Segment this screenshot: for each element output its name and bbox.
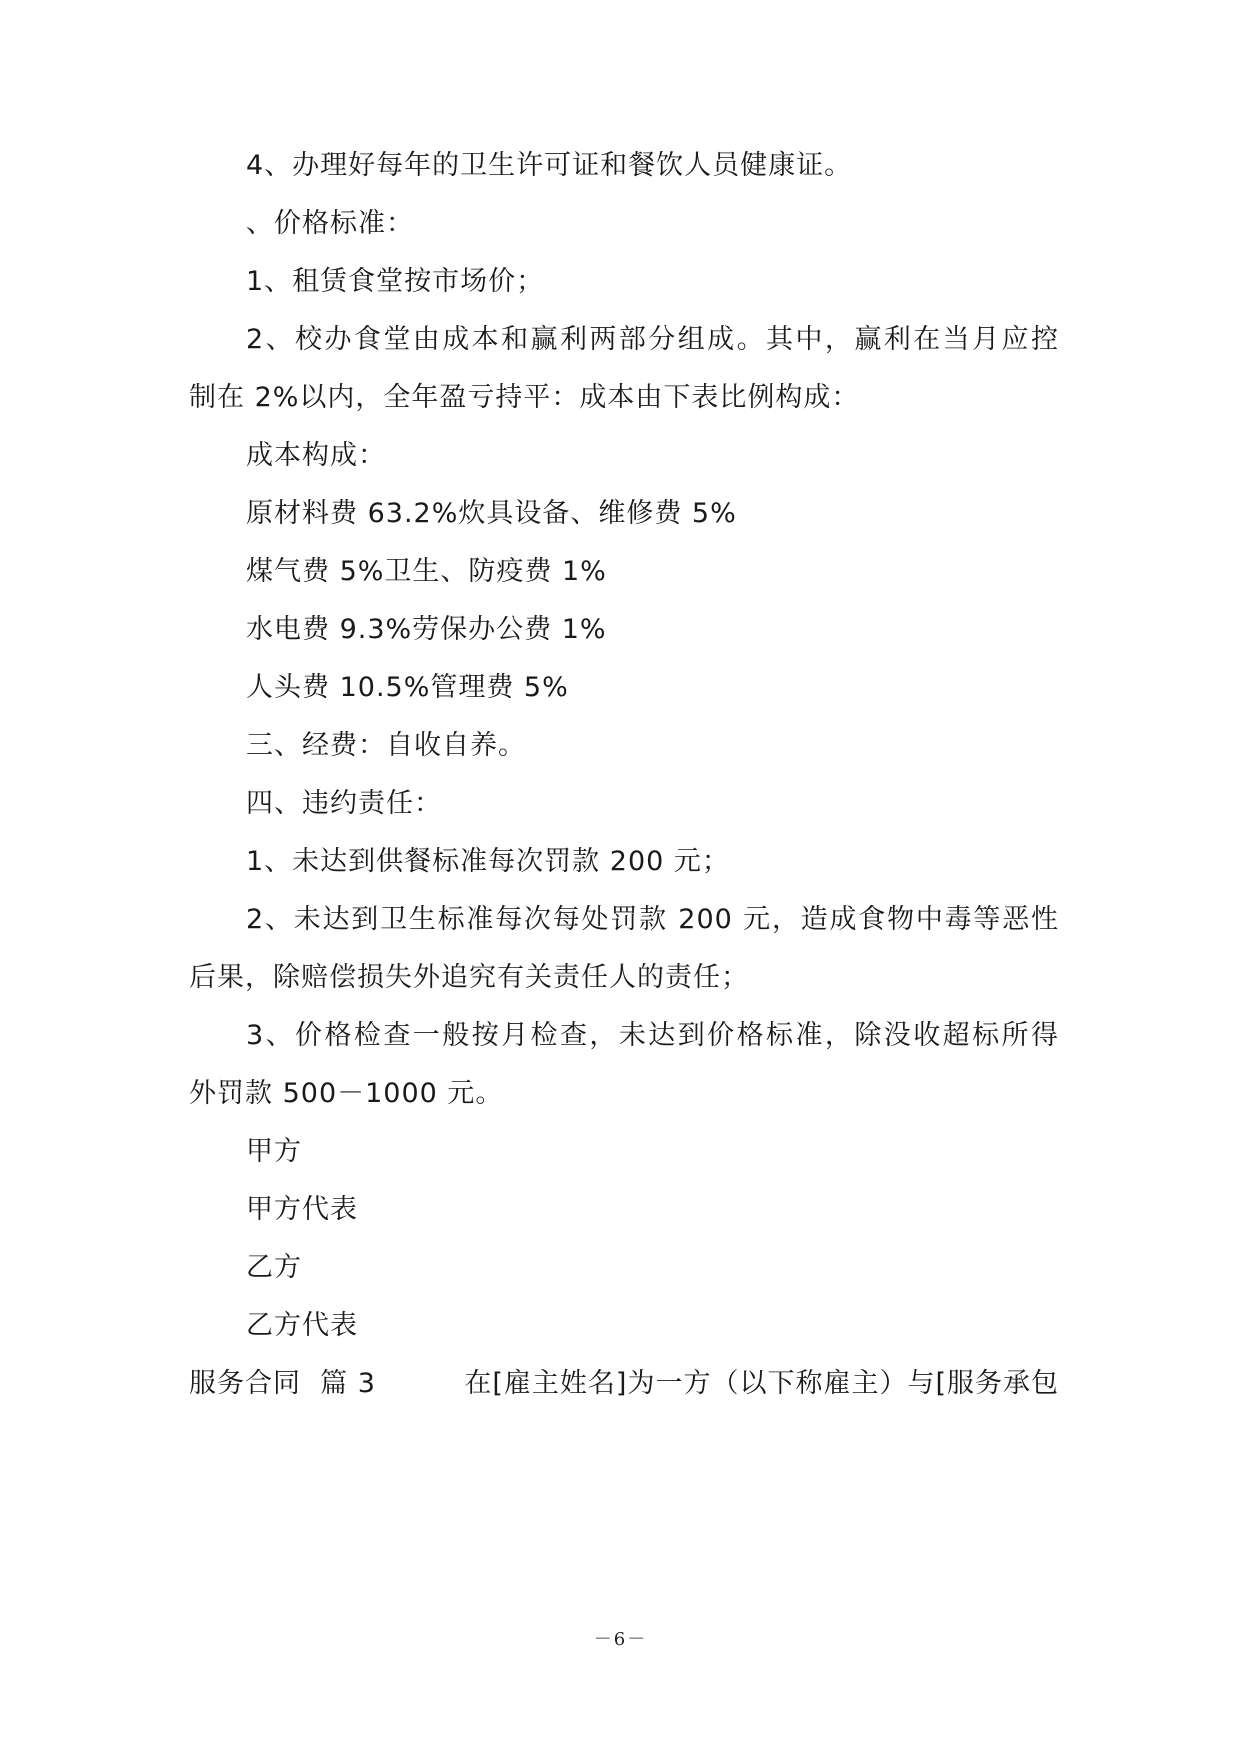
paragraph-line: 4、办理好每年的卫生许可证和餐饮人员健康证。 (246, 150, 853, 181)
paragraph-line: 1、未达到供餐标准每次罚款 200 元； (246, 846, 730, 877)
page-number: －6－ (593, 1629, 648, 1650)
paragraph-line: 成本构成： (246, 440, 386, 471)
section-heading: 四、违约责任： (246, 788, 442, 819)
cost-item-line: 煤气费 5%卫生、防疫费 1% (246, 556, 607, 587)
final-line (189, 1366, 1059, 1402)
contract-heading: 服务合同 篇 3 (189, 1368, 376, 1399)
cost-item-line: 水电费 9.3%劳保办公费 1% (246, 614, 607, 645)
signature-label: 乙方代表 (246, 1310, 358, 1341)
signature-label: 乙方 (246, 1252, 302, 1283)
paragraph-line: 制在 2%以内，全年盈亏持平：成本由下表比例构成： (189, 382, 860, 413)
paragraph-line: 在[雇主姓名]为一方（以下称雇主）与[服务承包 (464, 1368, 1059, 1399)
signature-label: 甲方 (246, 1136, 302, 1167)
paragraph-line: 外罚款 500－1000 元。 (189, 1078, 504, 1109)
section-heading: 、价格标准： (246, 208, 414, 239)
paragraph-line: 2、校办食堂由成本和赢利两部分组成。其中，赢利在当月应控 (246, 324, 1059, 355)
cost-item-line: 人头费 10.5%管理费 5% (246, 672, 569, 703)
paragraph-line: 2、未达到卫生标准每次每处罚款 200 元，造成食物中毒等恶性 (246, 904, 1059, 935)
paragraph-line: 后果，除赔偿损失外追究有关责任人的责任； (189, 962, 749, 993)
cost-item-line: 原材料费 63.2%炊具设备、维修费 5% (246, 498, 737, 529)
section-heading: 三、经费：自收自养。 (246, 730, 526, 761)
paragraph-line: 3、价格检查一般按月检查，未达到价格标准，除没收超标所得 (246, 1020, 1059, 1051)
paragraph-line: 1、租赁食堂按市场价； (246, 266, 545, 297)
signature-label: 甲方代表 (246, 1194, 358, 1225)
